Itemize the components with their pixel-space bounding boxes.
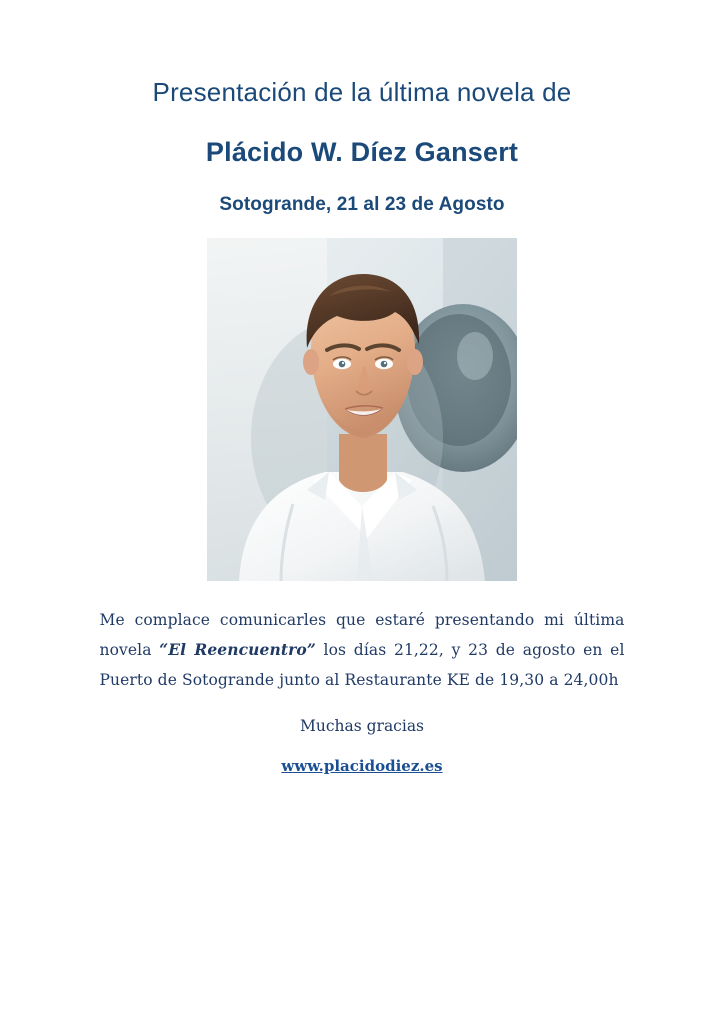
website-link[interactable]: www.placidodiez.es [281,757,443,776]
paragraph-part-1: Me complace comunicarles que estaré presentando mi última novela [99,610,625,659]
page-title-line-1: Presentación de la última novela de [152,77,572,107]
thanks-text: Muchas gracias [299,717,425,736]
paragraph-part-2: los días 21,22, y 23 de agosto en el Puerto de Sotogrande junto al Restaurante KE de 19,30 a 24,00h [99,640,625,690]
author-name: Plácido W. Díez Gansert [205,136,519,167]
portrait-illustration [207,238,517,581]
photo-wrap [0,238,724,581]
body-block [100,605,625,777]
author-portrait-photo [207,238,517,581]
weblink-wrap [100,757,625,776]
novel-title: “El Reencuentro” [159,639,316,659]
heading-block [0,0,724,216]
announcement-paragraph [100,605,625,696]
event-location-dates: Sotogrande, 21 al 23 de Agosto [219,193,505,215]
